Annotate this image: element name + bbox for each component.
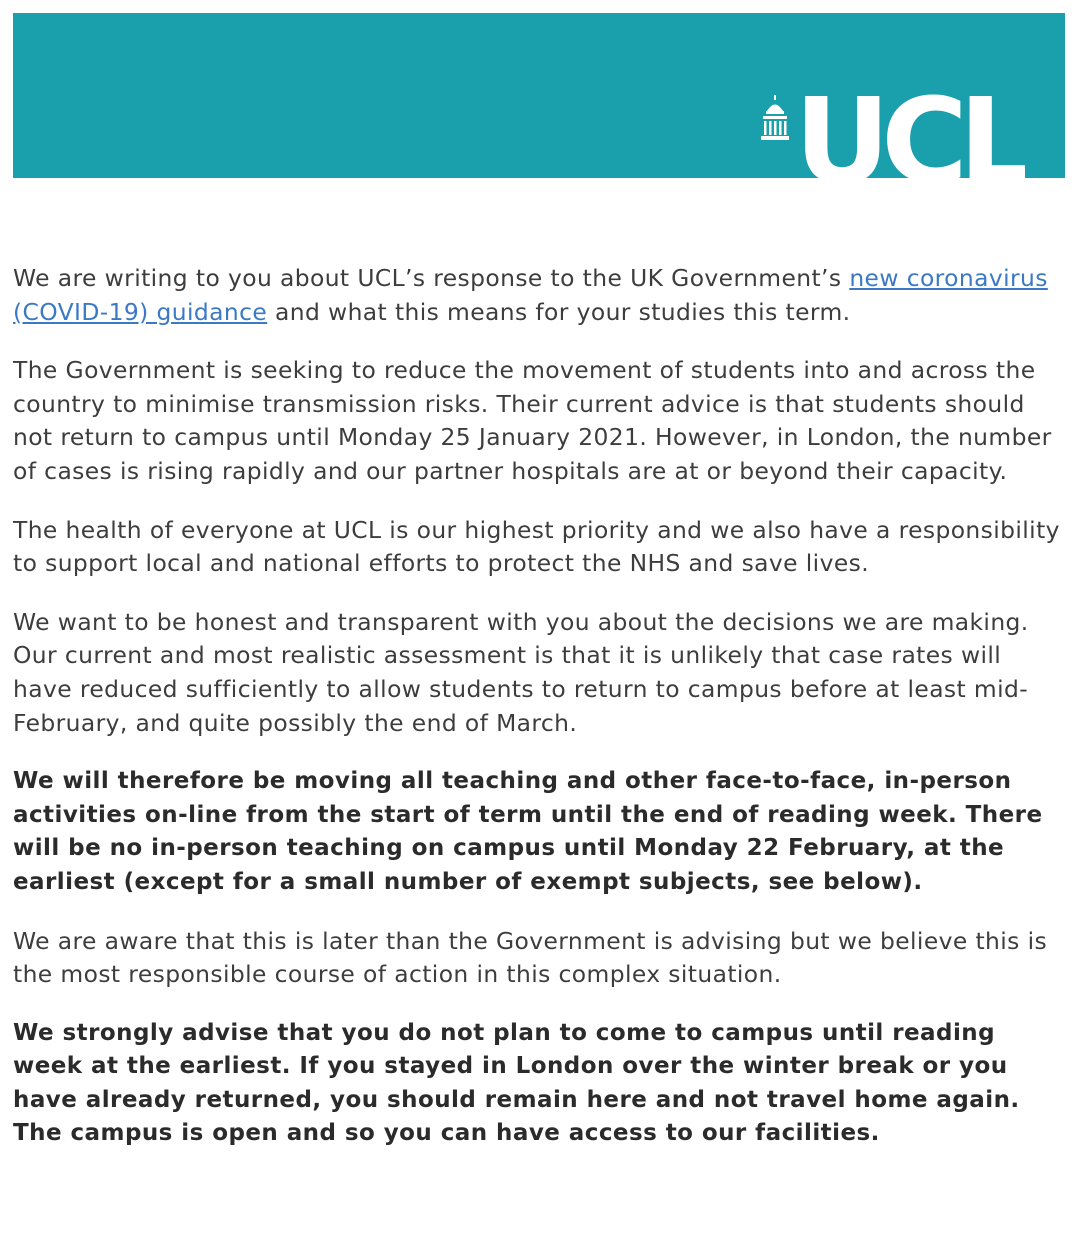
campus-advice-paragraph: We strongly advise that you do not plan to come to campus until reading week at the earliest. If you stayed in London over the winter break or you have already returned, you should remain here and not travel home again. The campus is open and so you can have access to our facilities.	[13, 1019, 1020, 1147]
intro-paragraph	[13, 262, 1065, 329]
intro-text-before: We are writing to you about UCL’s response to the UK Government’s	[13, 264, 850, 292]
ucl-logo	[760, 91, 1025, 191]
health-priority-paragraph: The health of everyone at UCL is our highest priority and we also have a responsibility to support local and national efforts to protect the NHS and save lives.	[13, 515, 1060, 578]
government-advice-paragraph: The Government is seeking to reduce the movement of students into and across the country to minimise transmission risks. Their current advice is that students should not return to campus until Monday 25 January 2021. However, in London, the number of cases is rising rapidly and our partner hospitals are at or beyond their capacity.	[13, 356, 1052, 485]
intro-text-after: and what this means for your studies this term.	[267, 297, 851, 326]
guidance-link[interactable]: new coronavirus (COVID-19) guidance	[13, 264, 1048, 326]
online-teaching-paragraph: We will therefore be moving all teaching and other face-to-face, in-person activities on-line from the start of term until the end of reading week. There will be no in-person teaching on campus until Monday 22 February, at the earliest (except for a small number of exempt subjects, see below).	[13, 768, 1043, 895]
portico-icon	[760, 95, 790, 145]
header-banner	[13, 13, 1065, 191]
email-body	[13, 262, 1065, 1176]
assessment-paragraph: We want to be honest and transparent with you about the decisions we are making. Our current and most realistic assessment is that it is unlikely that case rates will have reduced sufficiently to allow students to return to campus before at least mid-February, and quite possibly the end of March.	[13, 607, 1029, 737]
ucl-logo-text: UCL	[794, 91, 1025, 191]
government-comparison-paragraph: We are aware that this is later than the Government is advising but we believe this is the most responsible course of action in this complex situation.	[13, 926, 1048, 989]
